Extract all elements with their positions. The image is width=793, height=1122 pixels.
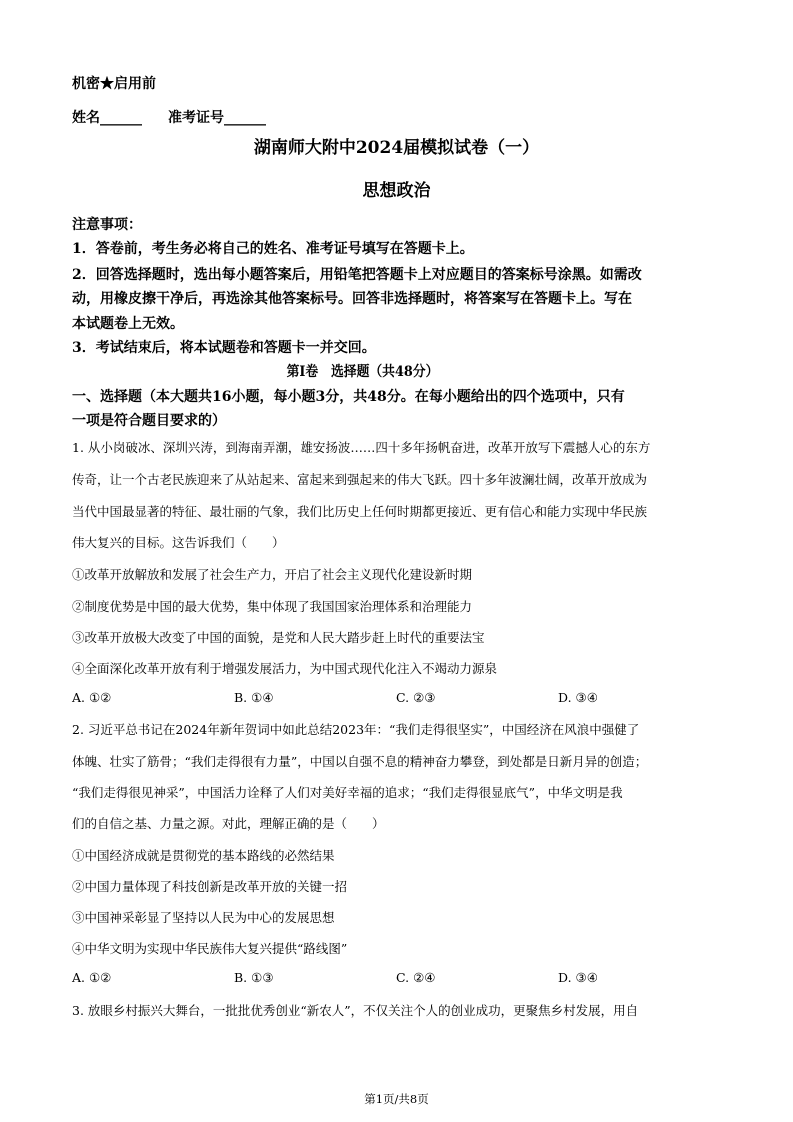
statement: ③中国神采彰显了坚持以人民为中心的发展思想 <box>72 910 335 925</box>
question-stem-line: 体魄、壮实了筋骨；“我们走得很有力量”，中国以自强不息的精神奋力攀登，到处都是日新月异的创造； <box>72 754 648 769</box>
notice-line: 本试题卷上无效。 <box>72 316 184 332</box>
notice-line: 3．考试结束后，将本试题卷和答题卡一并交回。 <box>72 340 376 356</box>
notice-line: 2．回答选择题时，选出每小题答案后，用铅笔把答题卡上对应题目的答案标号涂黑。如需改 <box>72 267 642 283</box>
volume-title: 第Ⅰ卷 选择题（共48分） <box>286 364 439 380</box>
statement: ①中国经济成就是贯彻党的基本路线的必然结果 <box>72 848 335 863</box>
page-number: 第1页/共8页 <box>364 1092 429 1106</box>
notice-line: 动，用橡皮擦干净后，再选涂其他答案标号。回答非选择题时，将答案写在答题卡上。写在 <box>72 291 632 307</box>
part-heading-line2: 一项是符合题目要求的） <box>72 413 226 429</box>
question-stem-line: 伟大复兴的目标。这告诉我们（ ） <box>72 535 285 550</box>
notice-heading: 注意事项： <box>72 217 142 233</box>
statement: ④中华文明为实现中华民族伟大复兴提供“路线图” <box>72 941 348 956</box>
statement: ②中国力量体现了科技创新是改革开放的关键一招 <box>72 879 348 894</box>
notice-line: 1．答卷前，考生务必将自己的姓名、准考证号填写在答题卡上。 <box>72 241 474 257</box>
option-a: A. ①② <box>72 970 112 985</box>
question-stem-line: 3. 放眼乡村振兴大舞台，一批批优秀创业“新农人”，不仅关注个人的创业成功，更聚焦乡村发展，用自 <box>72 1003 639 1018</box>
question-stem-line: 当代中国最显著的特征、最壮丽的气象，我们比历史上任何时期都更接近、更有信心和能力实现中华民族 <box>72 504 648 519</box>
exam-id-field[interactable]: 准考证号______ <box>168 110 266 126</box>
question-stem-line: 们的自信之基、力量之源。对此，理解正确的是（ ） <box>72 816 385 831</box>
question-stem-line: 1. 从小岗破冰、深圳兴涛，到海南弄潮，雄安扬波……四十多年扬帆奋进，改革开放写下震撼人心的东方 <box>72 440 651 455</box>
option-b: B. ①③ <box>234 970 274 985</box>
question-stem-line: 传奇，让一个古老民族迎来了从站起来、富起来到强起来的伟大飞跃。四十多年波澜壮阔，改革开放成为 <box>72 472 648 487</box>
exam-title: 湖南师大附中2024届模拟试卷（一） <box>253 138 540 158</box>
question-stem-line: “我们走得很见神采”，中国活力诠释了人们对美好幸福的追求；“我们走得很显底气”，中华文明是我 <box>72 785 623 800</box>
option-a: A. ①② <box>72 690 112 705</box>
subject-title: 思想政治 <box>362 181 431 201</box>
question-stem-line: 2. 习近平总书记在2024年新年贺词中如此总结2023年：“我们走得很坚实”，中国经济在风浪中强健了 <box>72 722 640 737</box>
name-field[interactable]: 姓名______ <box>72 110 142 126</box>
option-d: D. ③④ <box>558 970 598 985</box>
statement: ①改革开放解放和发展了社会生产力，开启了社会主义现代化建设新时期 <box>72 567 473 582</box>
statement: ④全面深化改革开放有利于增强发展活力，为中国式现代化注入不竭动力源泉 <box>72 661 498 676</box>
statement: ③改革开放极大改变了中国的面貌，是党和人民大踏步赶上时代的重要法宝 <box>72 630 485 645</box>
statement: ②制度优势是中国的最大优势，集中体现了我国国家治理体系和治理能力 <box>72 599 473 614</box>
option-c: C. ②④ <box>396 970 436 985</box>
confidential-label: 机密★启用前 <box>72 76 156 92</box>
part-heading-line1: 一、选择题（本大题共16小题，每小题3分，共48分。在每小题给出的四个选项中，只有 <box>72 389 625 405</box>
option-b: B. ①④ <box>234 690 274 705</box>
option-c: C. ②③ <box>396 690 436 705</box>
option-d: D. ③④ <box>558 690 598 705</box>
